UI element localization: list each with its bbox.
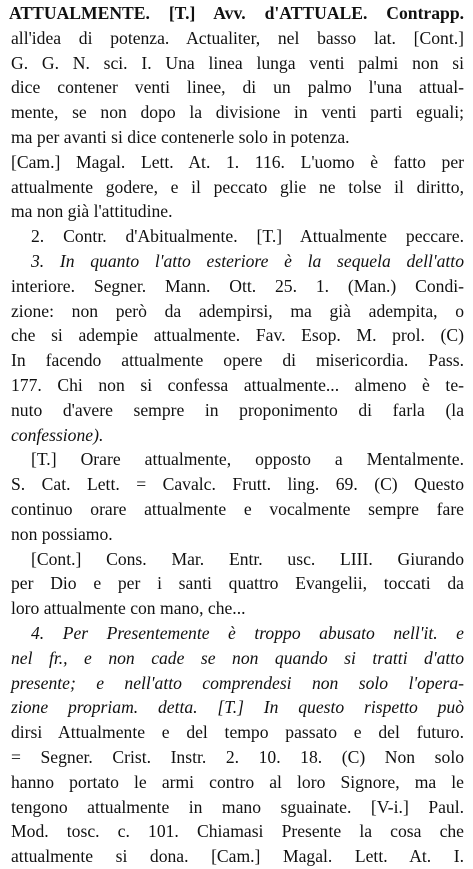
text-line: [T.] Orare attualmente, opposto a Mentalmente. [31,449,464,470]
text-line: interiore. Segner. Mann. Ott. 25. 1. (Man.) Condi- [11,275,464,296]
text-line: ma non già l'attitudine. [11,201,173,222]
text-line: 4. Per Presentemente è troppo abusato nell'it. e [31,622,464,643]
text-line: 3. In quanto l'atto esteriore è la sequela dell'atto [31,250,464,271]
text-line: [Cont.] Cons. Mar. Entr. usc. LIII. Giurando [31,548,464,569]
text-line: 177. Chi non si confessa attualmente... almeno è te- [11,374,464,395]
text-line: Mod. tosc. c. 101. Chiamasi Presente la cosa che [11,821,464,842]
text-line: loro attualmente con mano, che... [11,598,246,619]
text-line: 2. Contr. d'Abitualmente. [T.] Attualmente peccare. [31,226,464,247]
text-line: tengono attualmente in mano sguainate. [V-i.] Paul. [11,796,464,817]
text-line: G. G. N. sci. I. Una linea lunga venti palmi non si [11,52,464,73]
text-line: nel fr., e non cade se non quando si tratti d'atto [11,647,464,668]
text-line: attualmente godere, e il peccato glie ne tolse il diritto, [11,176,464,197]
text-line: zione: non però da adempirsi, ma già adempita, o [11,300,464,321]
text-line: per Dio e per i santi quattro Evangelii, toccati da [11,573,464,594]
text-line: mente, se non dopo la divisione in venti parti eguali; [11,102,464,123]
text-line: S. Cat. Lett. = Cavalc. Frutt. ling. 69. (C) Questo [11,474,464,495]
text-line: confessione). [11,424,104,445]
text-line: che si adempie attualmente. Fav. Esop. M. prol. (C) [11,325,464,346]
text-line: zione propriam. detta. [T.] In questo rispetto può [11,697,464,718]
text-line: [Cam.] Magal. Lett. At. 1. 116. L'uomo è fatto per [11,151,464,172]
text-line: = Segner. Crist. Instr. 2. 10. 18. (C) Non solo [11,746,464,767]
text-line: presente; e nell'atto comprendesi non solo l'opera- [11,672,464,693]
text-line: continuo orare attualmente e vocalmente sempre fare [11,498,464,519]
text-line: nuto d'avere sempre in proponimento di farla (la [11,399,464,420]
text-line: In facendo attualmente opere di misericordia. Pass. [11,350,464,371]
text-line: ma per avanti si dice contenerle solo in potenza. [11,126,350,147]
text-line: all'idea di potenza. Actualiter, nel basso lat. [Cont.] [11,27,464,48]
text-line: attualmente si dona. [Cam.] Magal. Lett. At. I. [11,846,464,867]
text-line: ATTUALMENTE. [T.] Avv. d'ATTUALE. Contrapp. [9,3,464,23]
text-line: dirsi Attualmente e del tempo passato e del futuro. [11,722,464,743]
text-line: non possiamo. [11,523,113,544]
text-line: hanno portato le armi contro al loro Signore, ma le [11,771,464,792]
text-line: dice contener venti linee, di un palmo l'una attual- [11,77,464,98]
